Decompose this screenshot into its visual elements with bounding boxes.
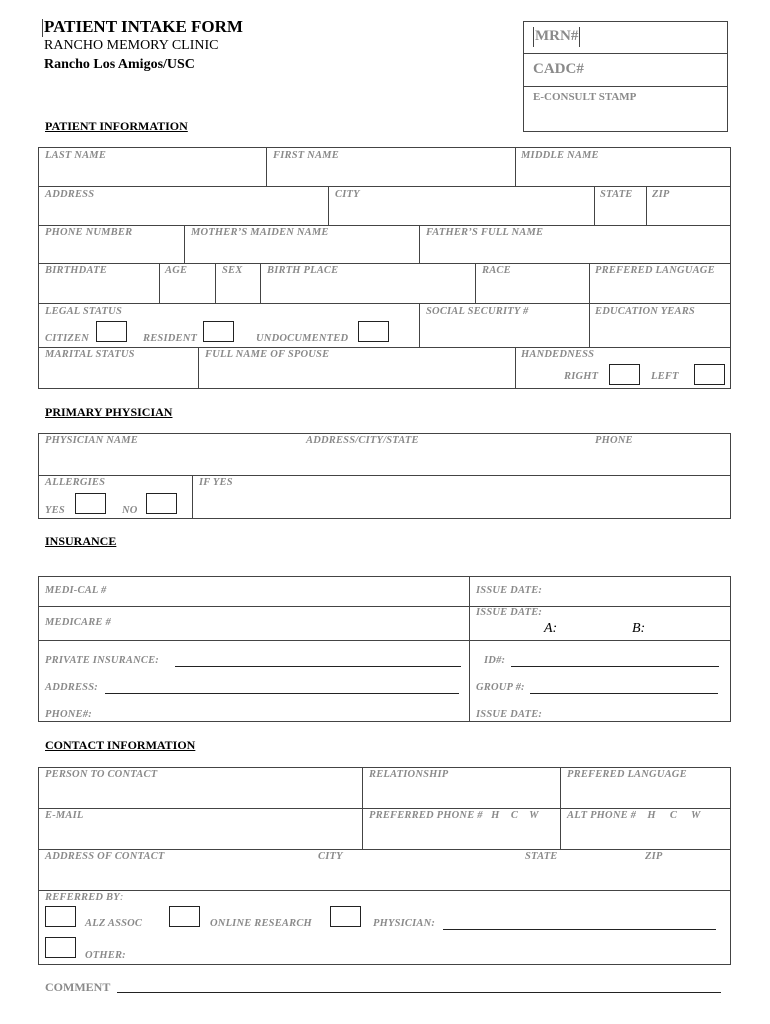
zip-field[interactable]: ZIP	[652, 189, 670, 200]
col-divider	[362, 767, 363, 849]
private-insurance-line[interactable]	[175, 666, 461, 667]
section-contact-information: CONTACT INFORMATION	[45, 738, 196, 752]
cadc-divider	[523, 86, 728, 87]
address-field[interactable]: ADDRESS	[45, 189, 95, 200]
preferred-language-field[interactable]: PREFERED LANGUAGE	[595, 265, 715, 276]
relationship-field[interactable]: RELATIONSHIP	[369, 769, 449, 780]
physician-referral-checkbox[interactable]	[330, 906, 361, 927]
insurance-issue-date-field[interactable]: ISSUE DATE:	[476, 709, 543, 720]
allergies-no-label: NO	[122, 505, 138, 516]
col-divider	[266, 147, 267, 186]
referred-by-label	[45, 892, 124, 903]
citizen-label: CITIZEN	[45, 333, 89, 344]
row-divider	[38, 225, 731, 226]
physician-referral-line[interactable]	[443, 929, 716, 930]
middle-name-field[interactable]: MIDDLE NAME	[521, 150, 599, 161]
row-divider	[38, 186, 731, 187]
row-divider	[38, 347, 731, 348]
insurance-address-label: ADDRESS:	[45, 682, 98, 693]
legal-status-label: LEGAL STATUS	[45, 306, 122, 317]
mrn-cursor-left	[533, 27, 534, 47]
section-insurance: INSURANCE	[45, 534, 117, 548]
insurance-group-line[interactable]	[530, 693, 718, 694]
social-security-field[interactable]: SOCIAL SECURITY #	[426, 306, 529, 317]
contact-table	[38, 767, 731, 965]
col-divider	[260, 263, 261, 303]
medicare-part-a[interactable]: A:	[544, 621, 558, 636]
birth-place-field[interactable]: BIRTH PLACE	[267, 265, 339, 276]
physician-address-field[interactable]: ADDRESS/CITY/STATE	[306, 435, 419, 446]
insurance-id-label: ID#:	[484, 655, 506, 666]
col-divider	[192, 475, 193, 519]
row-divider	[38, 640, 731, 641]
resident-checkbox[interactable]	[203, 321, 234, 342]
phone-number-field[interactable]: PHONE NUMBER	[45, 227, 133, 238]
col-divider	[184, 225, 185, 263]
mrn-cursor-right	[579, 27, 580, 47]
col-divider	[589, 263, 590, 303]
allergies-label: ALLERGIES	[45, 477, 106, 488]
alt-phone-field[interactable]: ALT PHONE # H C W	[567, 810, 701, 821]
comment-label: COMMENT	[45, 980, 111, 994]
right-hand-checkbox[interactable]	[609, 364, 640, 385]
contact-zip-field[interactable]: ZIP	[645, 851, 663, 862]
institution-name: Rancho Los Amigos/USC	[44, 57, 195, 72]
row-divider	[38, 606, 731, 607]
col-divider	[215, 263, 216, 303]
col-divider	[419, 225, 420, 263]
mrn-divider	[523, 53, 728, 54]
insurance-id-line[interactable]	[511, 666, 719, 667]
row-divider	[38, 890, 731, 891]
city-field[interactable]: CITY	[335, 189, 360, 200]
col-divider	[328, 186, 329, 225]
private-insurance-label: PRIVATE INSURANCE:	[45, 655, 159, 666]
sex-field[interactable]: SEX	[222, 265, 243, 276]
insurance-group-label: GROUP #:	[476, 682, 525, 693]
col-divider	[475, 263, 476, 303]
race-field[interactable]: RACE	[482, 265, 511, 276]
contact-city-field[interactable]: CITY	[318, 851, 343, 862]
mrn-label[interactable]: MRN#	[535, 28, 579, 44]
contact-address-field[interactable]: ADDRESS OF CONTACT	[45, 851, 165, 862]
row-divider	[38, 303, 731, 304]
state-field[interactable]: STATE	[600, 189, 633, 200]
other-referral-label: OTHER:	[85, 950, 126, 961]
col-divider	[515, 147, 516, 186]
birthdate-field[interactable]: BIRTHDATE	[45, 265, 107, 276]
undocumented-checkbox[interactable]	[358, 321, 389, 342]
contact-state-field[interactable]: STATE	[525, 851, 558, 862]
comment-line[interactable]	[117, 992, 721, 993]
online-research-label: ONLINE RESEARCH	[210, 918, 312, 929]
contact-preferred-language-field[interactable]: PREFERED LANGUAGE	[567, 769, 687, 780]
citizen-checkbox[interactable]	[96, 321, 127, 342]
physician-referral-label: PHYSICIAN:	[373, 918, 436, 929]
col-divider	[594, 186, 595, 225]
allergies-no-checkbox[interactable]	[146, 493, 177, 514]
insurance-table	[38, 576, 731, 722]
allergies-yes-checkbox[interactable]	[75, 493, 106, 514]
marital-status-field[interactable]: MARITAL STATUS	[45, 349, 135, 360]
insurance-phone-field[interactable]: PHONE#:	[45, 709, 92, 720]
last-name-field[interactable]: LAST NAME	[45, 150, 107, 161]
col-divider	[646, 186, 647, 225]
first-name-field[interactable]: FIRST NAME	[273, 150, 339, 161]
row-divider	[38, 475, 731, 476]
clinic-name: RANCHO MEMORY CLINIC	[44, 38, 219, 53]
page-title: PATIENT INTAKE FORM	[44, 17, 243, 36]
col-divider	[469, 576, 470, 722]
section-primary-physician: PRIMARY PHYSICIAN	[45, 405, 173, 419]
medicare-number-field[interactable]: MEDICARE #	[45, 617, 111, 628]
physician-phone-field[interactable]: PHONE	[595, 435, 633, 446]
col-divider	[419, 303, 420, 347]
econsult-stamp-label: E-CONSULT STAMP	[533, 91, 637, 103]
referred-by-colon: :	[119, 892, 124, 903]
education-years-field[interactable]: EDUCATION YEARS	[595, 306, 695, 317]
section-patient-information: PATIENT INFORMATION	[45, 119, 188, 133]
row-divider	[38, 263, 731, 264]
row-divider	[38, 849, 731, 850]
col-divider	[159, 263, 160, 303]
left-label: LEFT	[651, 371, 679, 382]
spouse-name-field[interactable]: FULL NAME OF SPOUSE	[205, 349, 330, 360]
row-divider	[38, 808, 731, 809]
alz-assoc-label: ALZ ASSOC	[85, 918, 143, 929]
col-divider	[515, 347, 516, 389]
physician-name-field[interactable]: PHYSICIAN NAME	[45, 435, 138, 446]
referred-by-text: REFERRED BY	[45, 892, 120, 903]
other-referral-checkbox[interactable]	[45, 937, 76, 958]
title-cursor	[42, 19, 43, 37]
col-divider	[560, 767, 561, 849]
age-field[interactable]: AGE	[165, 265, 188, 276]
person-to-contact-field[interactable]: PERSON TO CONTACT	[45, 769, 158, 780]
allergies-yes-label: YES	[45, 505, 65, 516]
right-label: RIGHT	[564, 371, 599, 382]
resident-label: RESIDENT	[143, 333, 198, 344]
email-field[interactable]: E-MAIL	[45, 810, 84, 821]
medical-issue-date-field[interactable]: ISSUE DATE:	[476, 585, 543, 596]
undocumented-label: UNDOCUMENTED	[256, 333, 349, 344]
mothers-maiden-name-field[interactable]: MOTHER’S MAIDEN NAME	[191, 227, 329, 238]
insurance-address-line[interactable]	[105, 693, 459, 694]
medicare-issue-date-field[interactable]: ISSUE DATE:	[476, 607, 543, 618]
allergies-if-yes-field[interactable]: IF YES	[199, 477, 233, 488]
fathers-full-name-field[interactable]: FATHER’S FULL NAME	[426, 227, 544, 238]
preferred-phone-field[interactable]: PREFERRED PHONE # H C W	[369, 810, 539, 821]
handedness-label: HANDEDNESS	[521, 349, 595, 360]
col-divider	[198, 347, 199, 389]
online-research-checkbox[interactable]	[169, 906, 200, 927]
cadc-label[interactable]: CADC#	[533, 61, 584, 77]
left-hand-checkbox[interactable]	[694, 364, 725, 385]
col-divider	[589, 303, 590, 347]
medical-number-field[interactable]: MEDI-CAL #	[45, 585, 107, 596]
alz-assoc-checkbox[interactable]	[45, 906, 76, 927]
medicare-part-b[interactable]: B:	[632, 621, 646, 636]
